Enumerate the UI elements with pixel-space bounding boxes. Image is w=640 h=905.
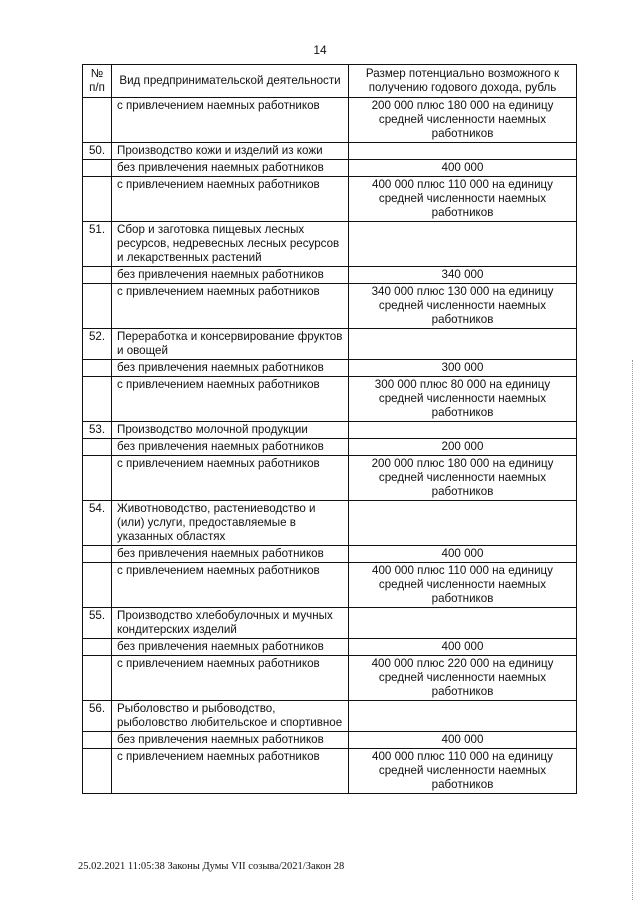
row-number-empty [83,749,112,794]
with-workers-row [83,177,577,222]
activity-cell: с привлечением наемных работников [112,749,349,794]
activity-title-cell: Переработка и консервирование фруктов и овощей [112,329,349,360]
row-number-empty [83,546,112,563]
group-title-row [83,329,577,360]
row-number: 50. [83,143,112,160]
group-title-row [83,143,577,160]
row-number-empty [83,160,112,177]
table-row [83,98,577,143]
table-body [83,98,577,143]
without-workers-row [83,360,577,377]
row-number-empty [83,732,112,749]
amount-cell: 400 000 [349,732,577,749]
row-number: 52. [83,329,112,360]
activity-cell: без привлечения наемных работников [112,546,349,563]
header-amount: Размер потенциально возможного к получению годового дохода, рубль [349,65,577,98]
activity-cell: с привлечением наемных работников [112,563,349,608]
row-number-empty [83,360,112,377]
row-number: 53. [83,422,112,439]
with-workers-row [83,656,577,701]
amount-cell-empty [349,608,577,639]
activity-cell: без привлечения наемных работников [112,439,349,456]
with-workers-row [83,377,577,422]
amount-cell-empty [349,501,577,546]
with-workers-row [83,456,577,501]
header-activity: Вид предпринимательской деятельности [112,65,349,98]
amount-cell-empty [349,143,577,160]
row-number: 54. [83,501,112,546]
activity-cell: с привлечением наемных работников [112,98,349,143]
amount-cell-empty [349,222,577,267]
group-title-row [83,501,577,546]
activity-cell: без привлечения наемных работников [112,639,349,656]
without-workers-row [83,732,577,749]
without-workers-row [83,160,577,177]
groups-body [83,143,577,794]
activity-title-cell: Производство хлебобулочных и мучных кондитерских изделий [112,608,349,639]
row-number-empty [83,563,112,608]
with-workers-row [83,284,577,329]
row-number: 56. [83,701,112,732]
amount-cell: 200 000 [349,439,577,456]
amount-cell: 340 000 плюс 130 000 на единицу средней численности наемных работников [349,284,577,329]
activity-cell: с привлечением наемных работников [112,456,349,501]
row-number: 55. [83,608,112,639]
without-workers-row [83,546,577,563]
activity-cell: без привлечения наемных работников [112,732,349,749]
amount-cell: 400 000 [349,546,577,563]
amount-cell: 400 000 [349,639,577,656]
activity-cell: без привлечения наемных работников [112,267,349,284]
row-number-empty [83,439,112,456]
amount-cell: 400 000 плюс 110 000 на единицу средней численности наемных работников [349,749,577,794]
row-num-continued [83,98,112,143]
with-workers-row [83,749,577,794]
row-number-empty [83,639,112,656]
activity-cell: с привлечением наемных работников [112,284,349,329]
row-number: 51. [83,222,112,267]
activity-title-cell: Производство молочной продукции [112,422,349,439]
group-title-row [83,422,577,439]
amount-cell: 200 000 плюс 180 000 на единицу средней численности наемных работников [349,456,577,501]
with-workers-row [83,563,577,608]
row-number-empty [83,267,112,284]
activity-cell: с привлечением наемных работников [112,656,349,701]
scan-margin-line [632,360,634,900]
without-workers-row [83,439,577,456]
activity-title-cell: Рыболовство и рыбоводство, рыболовство любительское и спортивное [112,701,349,732]
activity-title-cell: Животноводство, растениеводство и (или) услуги, предоставляемые в указанных областях [112,501,349,546]
activity-title-cell: Сбор и заготовка пищевых лесных ресурсов, недревесных лесных ресурсов и лекарственных растений [112,222,349,267]
activity-cell: без привлечения наемных работников [112,160,349,177]
amount-cell: 300 000 плюс 80 000 на единицу средней численности наемных работников [349,377,577,422]
without-workers-row [83,639,577,656]
amount-cell: 400 000 плюс 110 000 на единицу средней численности наемных работников [349,177,577,222]
row-number-empty [83,284,112,329]
header-num: № п/п [83,65,112,98]
group-title-row [83,222,577,267]
amount-cell: 400 000 плюс 220 000 на единицу средней численности наемных работников [349,656,577,701]
activity-cell: с привлечением наемных работников [112,377,349,422]
row-number-empty [83,177,112,222]
page-number: 14 [313,43,327,57]
income-table [82,64,577,794]
row-number-empty [83,456,112,501]
amount-cell: 340 000 [349,267,577,284]
amount-cell-empty [349,329,577,360]
row-number-empty [83,377,112,422]
table-header [83,65,577,98]
amount-cell: 300 000 [349,360,577,377]
amount-cell: 200 000 плюс 180 000 на единицу средней численности наемных работников [349,98,577,143]
activity-cell: без привлечения наемных работников [112,360,349,377]
document-footer: 25.02.2021 11:05:38 Законы Думы VII созыва/2021/Закон 28 [78,861,345,872]
group-title-row [83,701,577,732]
amount-cell-empty [349,701,577,732]
amount-cell: 400 000 [349,160,577,177]
activity-title-cell: Производство кожи и изделий из кожи [112,143,349,160]
row-number-empty [83,656,112,701]
amount-cell: 400 000 плюс 110 000 на единицу средней численности наемных работников [349,563,577,608]
activity-cell: с привлечением наемных работников [112,177,349,222]
group-title-row [83,608,577,639]
amount-cell-empty [349,422,577,439]
without-workers-row [83,267,577,284]
